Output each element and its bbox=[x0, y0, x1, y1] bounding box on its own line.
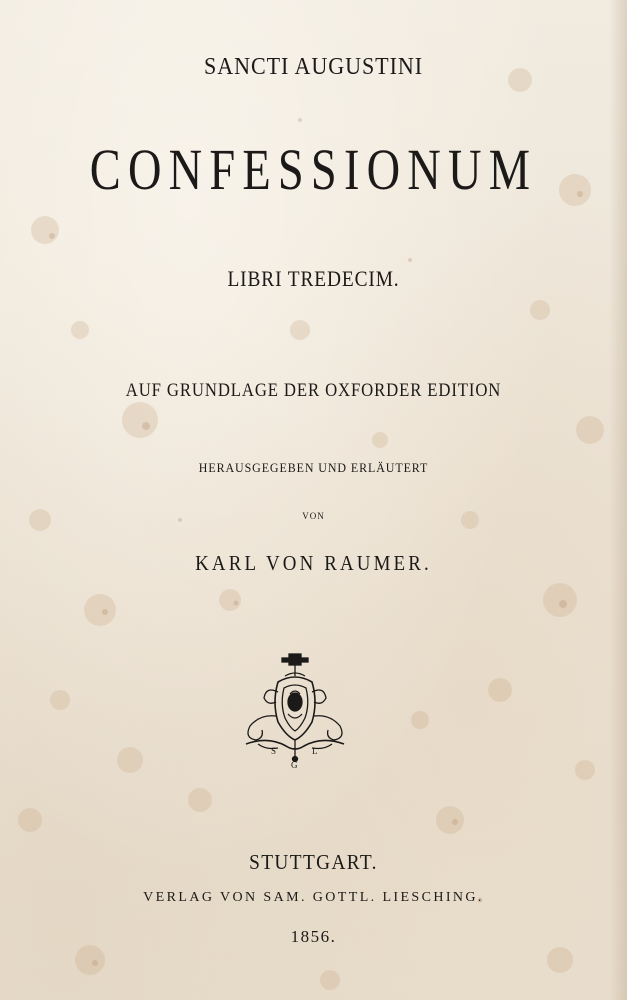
publisher-line: VERLAG VON SAM. GOTTL. LIESCHING. bbox=[143, 890, 484, 905]
books-line: LIBRI TREDECIM. bbox=[227, 266, 400, 291]
svg-text:L: L bbox=[312, 746, 318, 756]
svg-text:G: G bbox=[291, 760, 298, 770]
page-edge-shadow bbox=[609, 0, 627, 1000]
edited-line: HERAUSGEGEBEN UND ERLÄUTERT bbox=[198, 460, 429, 475]
editor-name: KARL VON RAUMER. bbox=[195, 551, 432, 575]
svg-text:S: S bbox=[271, 746, 277, 756]
printers-device-ornament-icon bbox=[238, 652, 352, 770]
author-line: SANCTI AUGUSTINI bbox=[204, 54, 423, 80]
by-line: VON bbox=[302, 511, 325, 521]
edition-basis-line: AUF GRUNDLAGE DER OXFORDER EDITION bbox=[125, 380, 502, 401]
publication-city: STUTTGART. bbox=[249, 850, 378, 874]
publication-year: 1856. bbox=[290, 927, 337, 946]
book-title: CONFESSIONUM bbox=[89, 137, 538, 202]
